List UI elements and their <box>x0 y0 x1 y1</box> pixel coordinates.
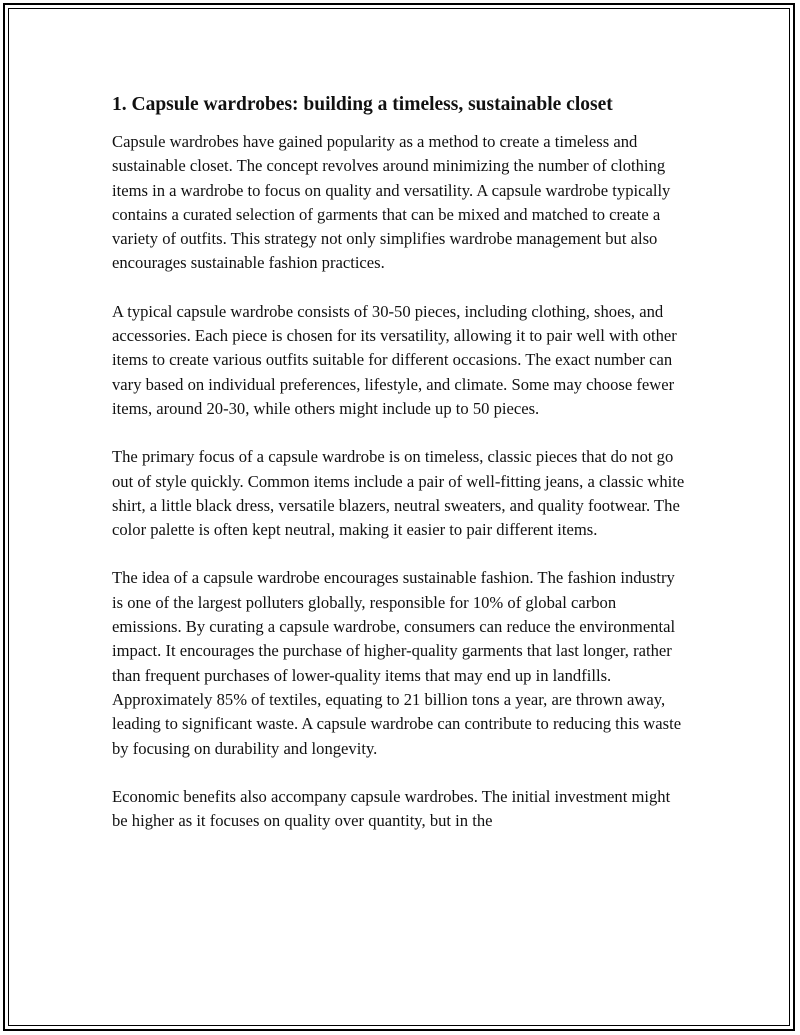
paragraph-classic-pieces: The primary focus of a capsule wardrobe is on timeless, classic pieces that do not go out of style quickly. Common items include a pair of well-fitting jeans, a classic white shirt, a little black dress, versatile blazers, neutral sweaters, and quality footwear. The color palette is often kept neutral, making it easier to pair different items. <box>112 447 685 540</box>
paragraph-intro: Capsule wardrobes have gained popularity as a method to create a timeless and sustainable closet. The concept revolves around minimizing the number of clothing items in a wardrobe to focus on quality and versatility. A capsule wardrobe typically contains a curated selection of garments that can be mixed and matched to create a variety of outfits. This strategy not only simplifies wardrobe management but also encourages sustainable fashion practices. <box>112 132 671 273</box>
paragraph-piece-count: A typical capsule wardrobe consists of 30-50 pieces, including clothing, shoes, and accessories. Each piece is chosen for its versatility, allowing it to pair well with other items to create various outfits suitable for different occasions. The exact number can vary based on individual preferences, lifestyle, and climate. Some may choose fewer items, around 20-30, while others might include up to 50 pieces. <box>112 301 677 418</box>
document-body <box>112 92 687 857</box>
section-heading: 1. Capsule wardrobes: building a timeless, sustainable closet <box>112 94 613 115</box>
paragraph-sustainability: The idea of a capsule wardrobe encourages sustainable fashion. The fashion industry is one of the largest polluters globally, responsible for 10% of global carbon emissions. By curating a capsule wardrobe, consumers can reduce the environmental impact. It encourages the purchase of higher-quality garments that last longer, rather than frequent purchases of lower-quality items that may end up in landfills. Approximately 85% of textiles, equating to 21 billion tons a year, are thrown away, leading to significant waste. A capsule wardrobe can contribute to reducing this waste by focusing on durability and longevity. <box>112 568 682 758</box>
paragraph-economic-benefits: Economic benefits also accompany capsule wardrobes. The initial investment might be higher as it focuses on quality over quantity, but in the <box>112 786 671 831</box>
